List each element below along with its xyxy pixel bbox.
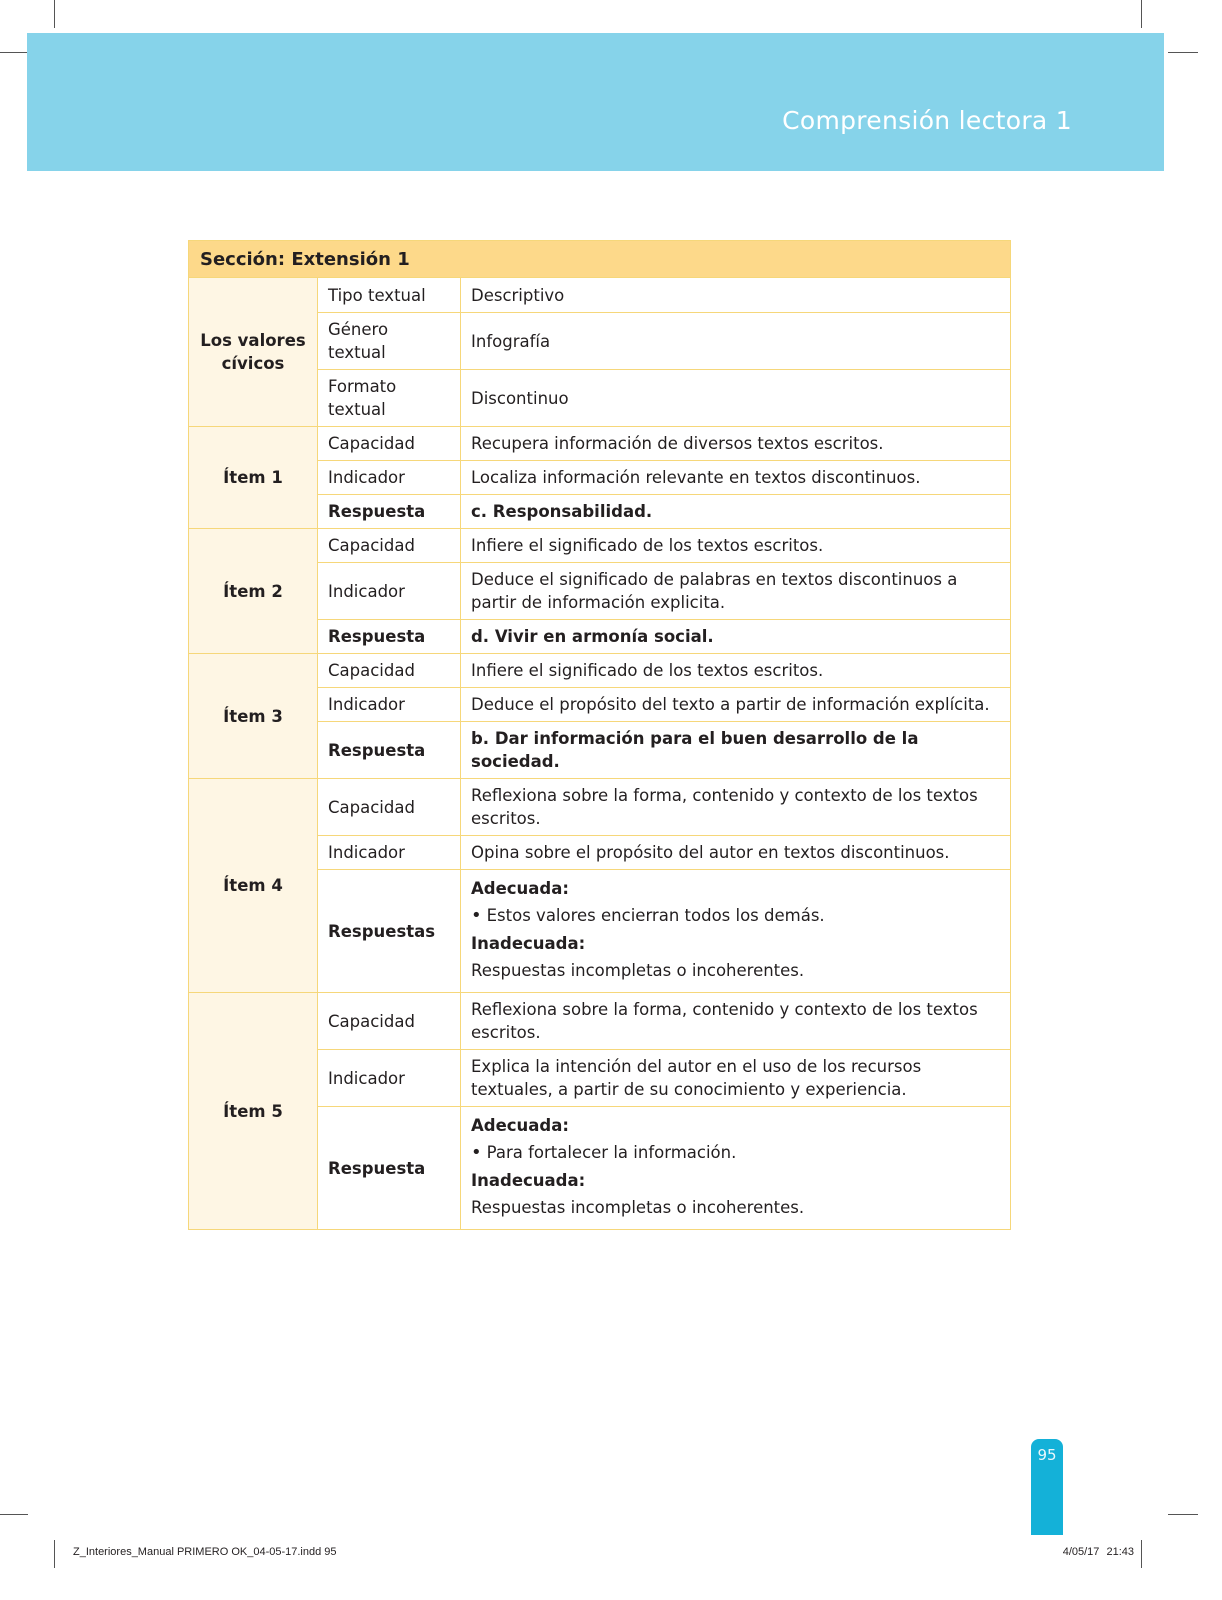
- row-value: Deduce el significado de palabras en textos discontinuos a partir de información explicita.: [461, 563, 1011, 620]
- row-label: Género textual: [318, 313, 461, 370]
- row-label: Respuesta: [318, 495, 461, 529]
- header-band: [27, 33, 1164, 171]
- row-label: Capacidad: [318, 654, 461, 688]
- response-cell: [461, 870, 1011, 993]
- table-row: [189, 427, 1011, 461]
- row-label: Indicador: [318, 1050, 461, 1107]
- section-title: Sección: Extensión 1: [189, 241, 1011, 278]
- row-label: Tipo textual: [318, 278, 461, 313]
- row-label: Capacidad: [318, 993, 461, 1050]
- row-value: Explica la intención del autor en el uso de los recursos textuales, a partir de su conocimiento y experiencia.: [461, 1050, 1011, 1107]
- row-value: c. Responsabilidad.: [461, 495, 1011, 529]
- inadequate-text: Respuestas incompletas o incoherentes.: [471, 1198, 805, 1217]
- table-row: [189, 654, 1011, 688]
- page-number: 95: [1037, 1446, 1057, 1464]
- row-label: Indicador: [318, 563, 461, 620]
- footer-datetime: 4/05/17 21:43: [1062, 1546, 1134, 1558]
- crop-mark: [1168, 1514, 1198, 1515]
- adequate-title: Adecuada:: [471, 879, 569, 898]
- row-value: Reflexiona sobre la forma, contenido y contexto de los textos escritos.: [461, 779, 1011, 836]
- row-label: Indicador: [318, 461, 461, 495]
- row-value: Infiere el significado de los textos escritos.: [461, 654, 1011, 688]
- row-value: Opina sobre el propósito del autor en textos discontinuos.: [461, 836, 1011, 870]
- crop-mark: [1168, 52, 1198, 53]
- crop-mark: [54, 1540, 55, 1568]
- adequate-title: Adecuada:: [471, 1116, 569, 1135]
- crop-mark: [1141, 0, 1142, 28]
- crop-mark: [1141, 1540, 1142, 1568]
- row-label: Respuesta: [318, 1107, 461, 1230]
- group-cell: Ítem 5: [189, 993, 318, 1230]
- table-row: [189, 278, 1011, 313]
- section-header-row: [189, 241, 1011, 278]
- adequate-item: • Estos valores encierran todos los demás.: [471, 904, 1000, 927]
- table-row: [189, 993, 1011, 1050]
- group-cell: Ítem 4: [189, 779, 318, 993]
- crop-mark: [54, 0, 55, 28]
- row-label: Capacidad: [318, 529, 461, 563]
- row-value: Deduce el propósito del texto a partir de información explícita.: [461, 688, 1011, 722]
- inadequate-title: Inadecuada:: [471, 934, 586, 953]
- row-value: Localiza información relevante en textos discontinuos.: [461, 461, 1011, 495]
- row-value: b. Dar información para el buen desarrollo de la sociedad.: [461, 722, 1011, 779]
- row-label: Indicador: [318, 836, 461, 870]
- row-value: Descriptivo: [461, 278, 1011, 313]
- row-label: Capacidad: [318, 779, 461, 836]
- row-value: Infiere el significado de los textos escritos.: [461, 529, 1011, 563]
- crop-mark: [0, 52, 28, 53]
- group-cell: Ítem 1: [189, 427, 318, 529]
- row-value: d. Vivir en armonía social.: [461, 620, 1011, 654]
- table-row: [189, 779, 1011, 836]
- row-value: Infografía: [461, 313, 1011, 370]
- group-cell: Los valores cívicos: [189, 278, 318, 427]
- row-value: Reflexiona sobre la forma, contenido y contexto de los textos escritos.: [461, 993, 1011, 1050]
- row-value: Discontinuo: [461, 370, 1011, 427]
- rubric-table: [188, 240, 1011, 1230]
- inadequate-text: Respuestas incompletas o incoherentes.: [471, 961, 805, 980]
- adequate-item: • Para fortalecer la información.: [471, 1141, 1000, 1164]
- group-cell: Ítem 3: [189, 654, 318, 779]
- crop-mark: [0, 1514, 28, 1515]
- row-label: Respuesta: [318, 722, 461, 779]
- footer-file-info: Z_Interiores_Manual PRIMERO OK_04-05-17.indd 95: [73, 1546, 337, 1558]
- row-label: Respuestas: [318, 870, 461, 993]
- table-row: [189, 529, 1011, 563]
- group-cell: Ítem 2: [189, 529, 318, 654]
- inadequate-title: Inadecuada:: [471, 1171, 586, 1190]
- row-label: Respuesta: [318, 620, 461, 654]
- row-value: Recupera información de diversos textos escritos.: [461, 427, 1011, 461]
- row-label: Indicador: [318, 688, 461, 722]
- page-header-title: Comprensión lectora 1: [782, 106, 1072, 135]
- row-label: Capacidad: [318, 427, 461, 461]
- response-cell: [461, 1107, 1011, 1230]
- row-label: Formato textual: [318, 370, 461, 427]
